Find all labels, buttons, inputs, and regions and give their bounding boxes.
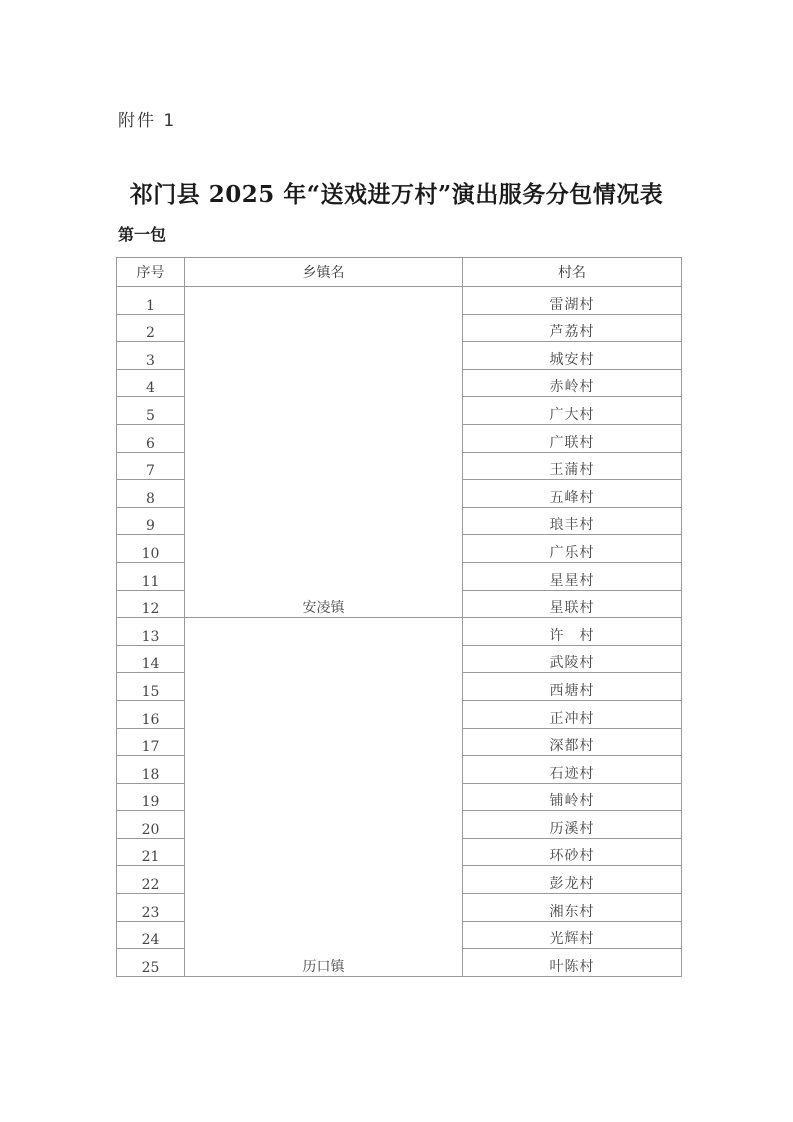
village-name: 广乐村 — [463, 535, 682, 563]
table-row — [117, 618, 682, 646]
village-name: 王蒲村 — [463, 452, 682, 480]
row-number: 5 — [117, 397, 185, 425]
row-number: 1 — [117, 287, 185, 315]
document-title: 祁门县 2025 年“送戏进万村”演出服务分包情况表 — [129, 181, 664, 208]
village-name: 赤岭村 — [463, 369, 682, 397]
row-number: 13 — [117, 618, 185, 646]
row-number: 8 — [117, 480, 185, 508]
header-town: 乡镇名 — [185, 258, 463, 287]
row-number: 18 — [117, 756, 185, 784]
village-name: 琅丰村 — [463, 507, 682, 535]
row-number: 6 — [117, 424, 185, 452]
village-name: 许 村 — [463, 618, 682, 646]
row-number: 7 — [117, 452, 185, 480]
village-name: 湘东村 — [463, 894, 682, 922]
row-number: 10 — [117, 535, 185, 563]
row-number: 3 — [117, 342, 185, 370]
village-name: 芦荔村 — [463, 314, 682, 342]
village-name: 叶陈村 — [463, 949, 682, 977]
package-subtitle: 第一包 — [118, 225, 167, 244]
row-number: 17 — [117, 728, 185, 756]
header-no: 序号 — [117, 258, 185, 287]
table-row — [117, 287, 682, 315]
village-name: 西塘村 — [463, 673, 682, 701]
package-table — [116, 257, 682, 977]
village-name: 星联村 — [463, 590, 682, 618]
row-number: 19 — [117, 783, 185, 811]
village-name: 环砂村 — [463, 838, 682, 866]
village-name: 彭龙村 — [463, 866, 682, 894]
village-name: 雷湖村 — [463, 287, 682, 315]
row-number: 4 — [117, 369, 185, 397]
row-number: 2 — [117, 314, 185, 342]
village-name: 武陵村 — [463, 645, 682, 673]
row-number: 22 — [117, 866, 185, 894]
village-name: 石迹村 — [463, 756, 682, 784]
table-body — [117, 287, 682, 977]
town-name: 历口镇 — [185, 618, 463, 977]
village-name: 广大村 — [463, 397, 682, 425]
village-name: 五峰村 — [463, 480, 682, 508]
village-name: 正冲村 — [463, 700, 682, 728]
row-number: 24 — [117, 921, 185, 949]
row-number: 25 — [117, 949, 185, 977]
village-name: 深都村 — [463, 728, 682, 756]
row-number: 16 — [117, 700, 185, 728]
village-name: 铺岭村 — [463, 783, 682, 811]
row-number: 9 — [117, 507, 185, 535]
village-name: 历溪村 — [463, 811, 682, 839]
village-name: 光辉村 — [463, 921, 682, 949]
row-number: 20 — [117, 811, 185, 839]
row-number: 21 — [117, 838, 185, 866]
row-number: 23 — [117, 894, 185, 922]
village-name: 城安村 — [463, 342, 682, 370]
row-number: 11 — [117, 562, 185, 590]
header-village: 村名 — [463, 258, 682, 287]
village-name: 星星村 — [463, 562, 682, 590]
table-header-row — [117, 258, 682, 287]
row-number: 12 — [117, 590, 185, 618]
attachment-label: 附件 1 — [118, 111, 177, 131]
town-name: 安凌镇 — [185, 287, 463, 618]
village-name: 广联村 — [463, 424, 682, 452]
row-number: 15 — [117, 673, 185, 701]
row-number: 14 — [117, 645, 185, 673]
